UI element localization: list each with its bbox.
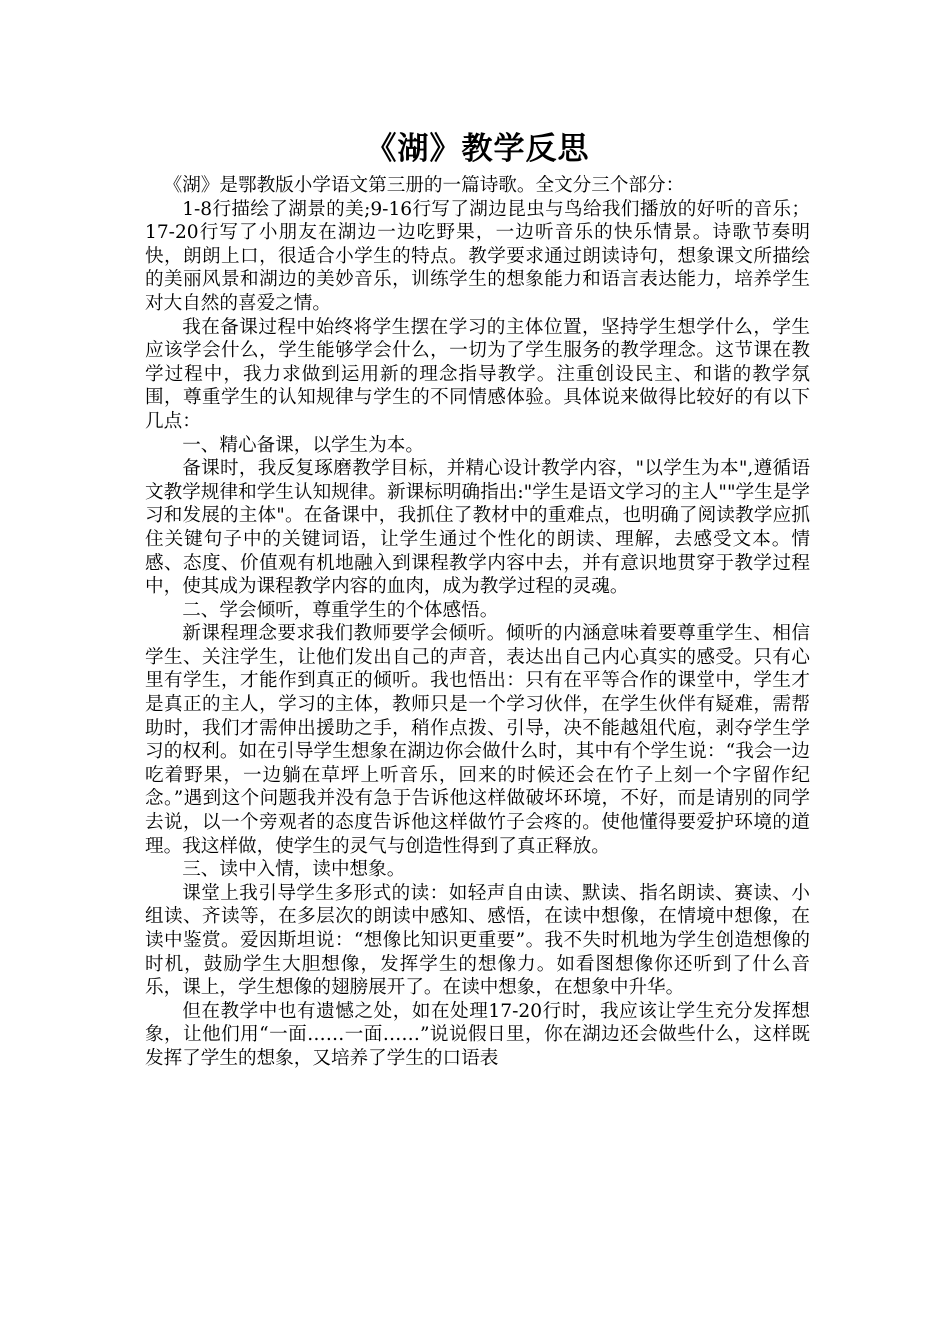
body-paragraph: 课堂上我引导学生多形式的读：如轻声自由读、默读、指名朗读、赛读、小组读、齐读等，在多层次的朗读中感知、感悟，在读中想像，在情境中想像，在读中鉴赏。爱因斯坦说：“想像比知识更重要”。我不失时机地为学生创造想像的时机，鼓励学生大胆想像，发挥学生的想像力。如看图想像你还听到了什么音乐，课上，学生想像的翅膀展开了。在读中想象，在想象中升华。 [145, 882, 810, 999]
document-page [145, 128, 810, 1071]
section-heading: 三、读中入情，读中想象。 [182, 859, 406, 881]
section-heading: 一、精心备课，以学生为本。 [182, 434, 424, 456]
body-paragraph: 我在备课过程中始终将学生摆在学习的主体位置，坚持学生想学什么，学生应该学会什么，学生能够学会什么，一切为了学生服务的教学理念。这节课在教学过程中，我力求做到运用新的理念指导教学。注重创设民主、和谐的教学氛围，尊重学生的认知规律与学生的不同情感体验。具体说来做得比较好的有以下几点： [145, 316, 810, 432]
section-heading: 二、学会倾听，尊重学生的个体感悟。 [182, 599, 499, 621]
body-paragraph: 1-8行描绘了湖景的美;9-16行写了湖边昆虫与鸟给我们播放的好听的音乐；17-20行写了小朋友在湖边一边吃野果，一边听音乐的快乐情景。诗歌节奏明快，朗朗上口，很适合小学生的特点。教学要求通过朗读诗句，想象课文所描绘的美丽风景和湖边的美妙音乐，训练学生的想象能力和语言表达能力，培养学生对大自然的喜爱之情。 [145, 198, 810, 314]
body-paragraph: 新课程理念要求我们教师要学会倾听。倾听的内涵意味着要尊重学生、相信学生、关注学生，让他们发出自己的声音，表达出自己内心真实的感受。只有心里有学生，才能作到真正的倾听。我也悟出：只有在平等合作的课堂中，学生才是真正的主人，学习的主体，教师只是一个学习伙伴，在学生伙伴有疑难，需帮助时，我们才需伸出援助之手，稍作点拨、引导，决不能越俎代庖，剥夺学生学习的权利。如在引导学生想象在湖边你会做什么时，其中有个学生说：“我会一边吃着野果，一边躺在草坪上听音乐，回来的时候还会在竹子上刻一个字留作纪念。”遇到这个问题我并没有急于告诉他这样做破坏环境，不好，而是请别的同学去说，以一个旁观者的态度告诉他这样做竹子会疼的。使他懂得要爱护环境的道理。我这样做，使学生的灵气与创造性得到了真正释放。 [145, 623, 810, 857]
document-title: 《湖》教学反思 [365, 131, 590, 167]
intro-paragraph: 《湖》是鄂教版小学语文第三册的一篇诗歌。全文分三个部分： [163, 175, 685, 196]
body-paragraph: 但在教学中也有遗憾之处，如在处理17-20行时，我应该让学生充分发挥想象，让他们用“一面……一面……”说说假日里，你在湖边还会做些什么，这样既发挥了学生的想象，又培养了学生的口语表 [145, 1000, 810, 1069]
body-paragraph: 备课时，我反复琢磨教学目标，并精心设计教学内容，"以学生为本",遵循语文教学规律和学生认知规律。新课标明确指出:"学生是语文学习的主人""学生是学习和发展的主体"。在备课中，我抓住了教材中的重难点，也明确了阅读教学应抓住关键句子中的关键词语，让学生通过个性化的朗读、理解，去感受文本。情感、态度、价值观有机地融入到课程教学内容中去，并有意识地贯穿于教学过程中，使其成为课程教学内容的血肉，成为教学过程的灵魂。 [145, 458, 810, 598]
